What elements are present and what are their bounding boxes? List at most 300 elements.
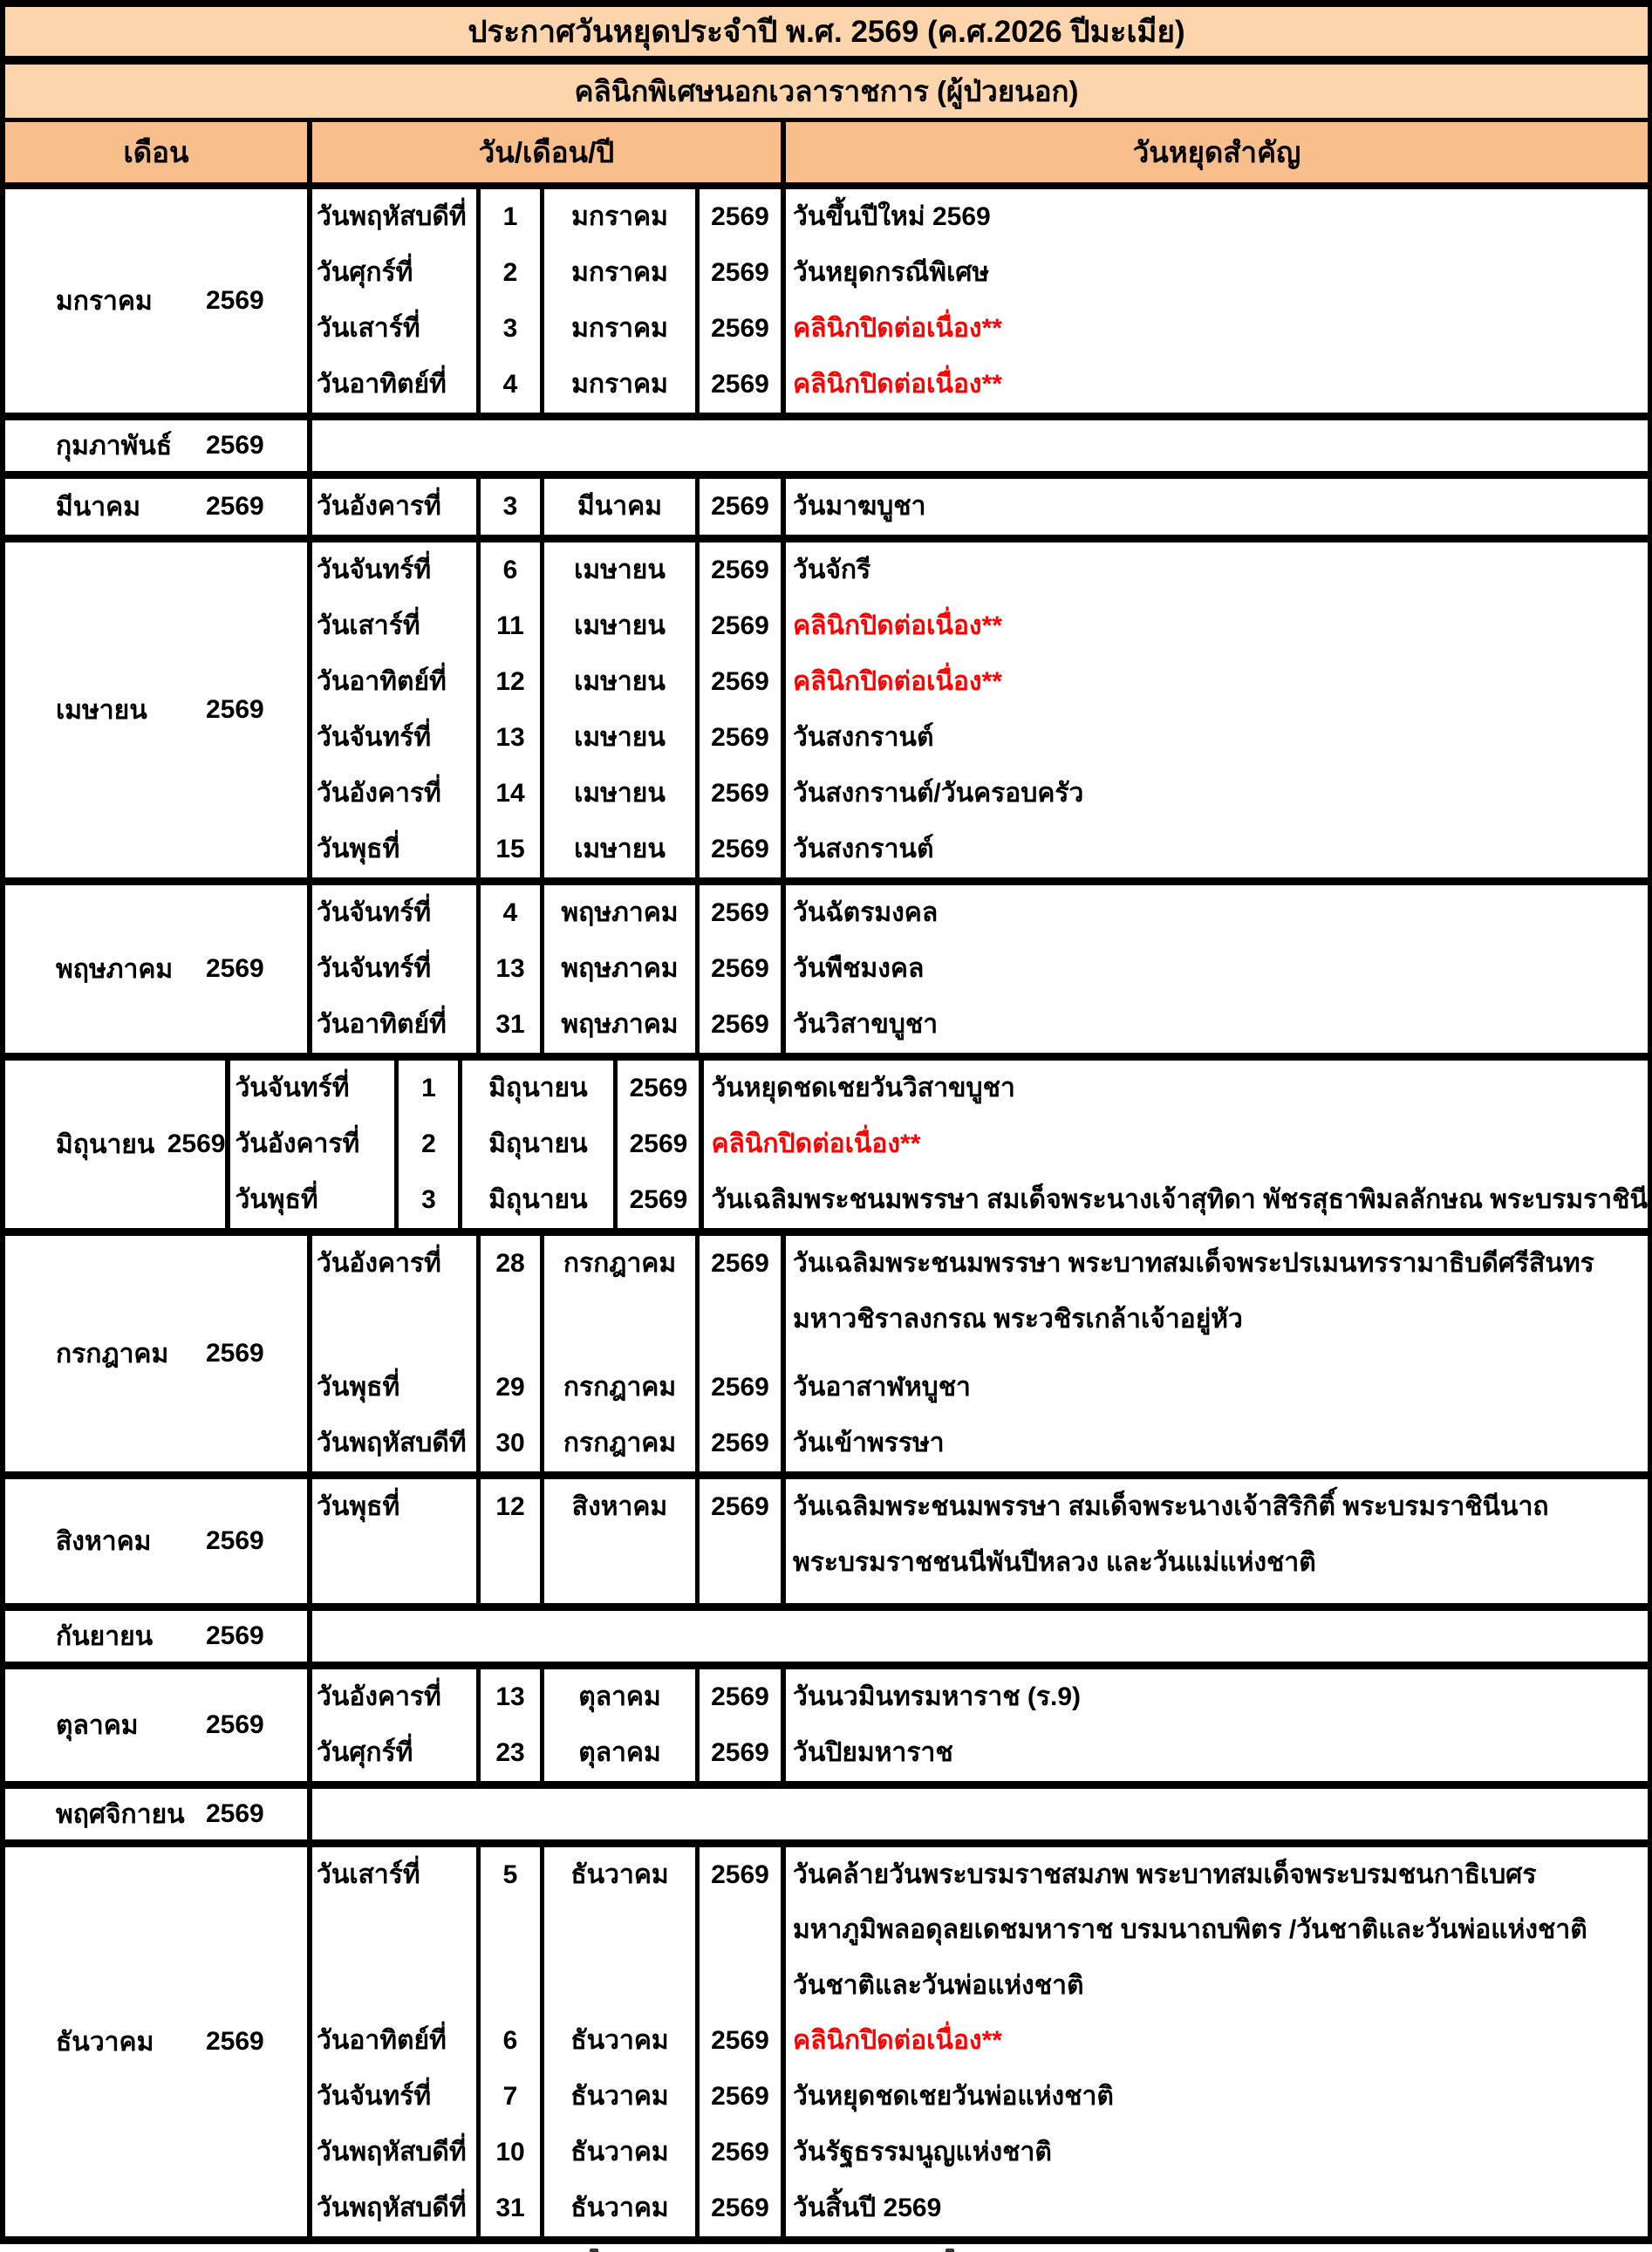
day-name-text: วันศุกร์ที่	[317, 1738, 413, 1767]
holiday-row	[312, 2125, 1648, 2180]
month-name-cell	[544, 301, 700, 357]
month-rows	[312, 1789, 1648, 1839]
day-name-text: วันอังคารที่	[317, 1682, 441, 1711]
column-header-date	[312, 122, 786, 182]
month-name-text: มิถุนายน	[488, 1185, 588, 1214]
holiday-row	[312, 822, 1648, 877]
day-name-text: วันพฤหัสบดีที	[317, 1429, 467, 1457]
year-text: 2569	[711, 370, 769, 399]
year-cell	[700, 357, 786, 413]
day-number-cell	[481, 2125, 544, 2180]
month-name-text: ตุลาคม	[578, 1738, 661, 1767]
day-number-text: 3	[502, 314, 518, 343]
holiday-row	[312, 1669, 1648, 1725]
month-cell	[5, 1061, 230, 1228]
day-name-cell	[230, 1172, 399, 1228]
month-rows	[312, 1236, 1648, 1471]
day-name-cell	[312, 543, 481, 598]
month-name-cell	[544, 1236, 700, 1360]
holiday-cell	[786, 245, 1648, 301]
month-cell	[5, 479, 312, 535]
month-rows	[312, 1669, 1648, 1781]
month-block	[5, 1479, 1648, 1611]
month-name-text: เมษายน	[574, 723, 666, 752]
day-name-text: วันพุธที่	[317, 835, 400, 863]
month-name-cell	[544, 598, 700, 654]
year-text: 2569	[711, 779, 769, 808]
year-cell	[700, 543, 786, 598]
day-name-cell	[312, 1479, 481, 1603]
year-cell	[700, 822, 786, 877]
holiday-row	[312, 1725, 1648, 1781]
month-name-text: มิถุนายน	[488, 1129, 588, 1158]
holiday-row	[312, 357, 1648, 413]
month-name-text: กรกฎาคม	[563, 1249, 677, 1278]
year-cell	[700, 1847, 786, 2013]
year-cell	[700, 941, 786, 997]
day-name-cell	[312, 598, 481, 654]
day-number-text: 31	[495, 2194, 525, 2222]
clinic-closed-text: คลินิกปิดต่อเนื่อง**	[793, 2026, 1002, 2055]
day-number-cell	[481, 1725, 544, 1781]
month-label: กันยายน	[56, 1621, 154, 1651]
year-text: 2569	[711, 314, 769, 343]
holiday-cell	[786, 1236, 1648, 1360]
clinic-closed-text: คลินิกปิดต่อเนื่อง**	[793, 314, 1002, 343]
holiday-text: วันฉัตรมงคล	[793, 898, 939, 927]
day-number-text: 1	[421, 1074, 436, 1102]
holiday-row	[230, 1061, 1648, 1116]
day-number-text: 14	[495, 779, 525, 808]
year-cell	[700, 2013, 786, 2069]
day-name-text: วันอาทิตย์ที่	[317, 667, 447, 696]
holiday-cell	[786, 2180, 1648, 2236]
day-name-text: วันเสาร์ที่	[317, 1860, 420, 1889]
day-name-text: วันจันทร์ที่	[317, 898, 432, 927]
holiday-cell	[786, 941, 1648, 997]
announcement-title-text: ประกาศวันหยุดประจำปี พ.ศ. 2569 (ค.ศ.2026 ปีมะเมีย)	[468, 14, 1185, 49]
month-cell	[5, 1479, 312, 1603]
holiday-text: พระบรมราชชนนีพันปีหลวง และวันแม่แห่งชาติ	[793, 1548, 1316, 1577]
day-number-text: 4	[502, 898, 518, 927]
day-number-text: 7	[502, 2082, 518, 2111]
day-name-text: วันเสาร์ที่	[317, 611, 420, 640]
holiday-row	[312, 941, 1648, 997]
day-name-text: วันจันทร์ที่	[317, 954, 432, 983]
holiday-row	[312, 1479, 1648, 1603]
day-number-cell	[481, 710, 544, 766]
clinic-subtitle-text: คลินิกพิเศษนอกเวลาราชการ (ผู้ป่วยนอก)	[574, 75, 1079, 107]
day-name-text: วันจันทร์ที่	[317, 723, 432, 752]
day-number-text: 2	[502, 258, 518, 287]
holiday-text: วันชาติและวันพ่อแห่งชาติ	[793, 1970, 1084, 2000]
year-text: 2569	[711, 1682, 769, 1711]
day-number-text: 2	[421, 1129, 436, 1158]
year-cell	[700, 1725, 786, 1781]
day-name-text: วันอาทิตย์ที่	[317, 370, 447, 399]
column-header-row	[5, 122, 1648, 189]
month-name-cell	[462, 1172, 618, 1228]
holiday-cell	[786, 2125, 1648, 2180]
day-number-cell	[481, 997, 544, 1053]
year-text: 2569	[629, 1185, 688, 1214]
holiday-cell	[786, 654, 1648, 710]
day-name-cell	[312, 1725, 481, 1781]
year-cell	[700, 245, 786, 301]
holiday-row	[230, 1172, 1648, 1228]
month-name-text: เมษายน	[574, 556, 666, 584]
month-name-cell	[462, 1061, 618, 1116]
holiday-text: วันจักรี	[793, 556, 871, 584]
day-number-cell	[481, 766, 544, 822]
day-name-text: วันเสาร์ที่	[317, 314, 420, 343]
year-cell	[700, 479, 786, 535]
day-number-cell	[481, 2013, 544, 2069]
month-name-text: ธันวาคม	[570, 2026, 669, 2055]
day-number-cell	[481, 1236, 544, 1360]
day-name-cell	[312, 1416, 481, 1471]
holiday-text: วันปิยมหาราช	[793, 1738, 953, 1767]
month-name-text: ธันวาคม	[570, 2194, 669, 2222]
month-name-text: สิงหาคม	[571, 1492, 668, 1521]
day-number-text: 23	[495, 1738, 525, 1767]
holiday-cell	[786, 1479, 1648, 1603]
day-number-text: 13	[495, 723, 525, 752]
year-text: 2569	[711, 1429, 769, 1457]
day-number-cell	[481, 543, 544, 598]
holiday-row	[312, 766, 1648, 822]
holiday-cell	[786, 822, 1648, 877]
holiday-text: วันรัฐธรรมนูญแห่งชาติ	[793, 2138, 1052, 2167]
month-name-cell	[544, 2069, 700, 2125]
year-text: 2569	[711, 2082, 769, 2111]
holiday-cell	[786, 2013, 1648, 2069]
month-name-cell	[544, 2013, 700, 2069]
year-cell	[700, 1416, 786, 1471]
holiday-text: วันหยุดชดเชยวันพ่อแห่งชาติ	[793, 2082, 1114, 2111]
column-header-holiday-text: วันหยุดสำคัญ	[1132, 136, 1301, 168]
month-name-cell	[544, 543, 700, 598]
year-text: 2569	[711, 667, 769, 696]
month-name-text: มกราคม	[571, 370, 668, 399]
day-number-cell	[481, 941, 544, 997]
holiday-cell	[786, 1847, 1648, 2013]
month-name-text: มกราคม	[571, 314, 668, 343]
day-number-cell	[481, 654, 544, 710]
year-cell	[700, 1360, 786, 1416]
holiday-row	[312, 1416, 1648, 1471]
year-text: 2569	[711, 2026, 769, 2055]
month-year-label: 2569	[206, 431, 264, 460]
month-block	[5, 1061, 1648, 1236]
day-number-cell	[481, 885, 544, 941]
day-name-text: วันจันทร์ที่	[317, 2082, 432, 2111]
day-number-text: 31	[495, 1010, 525, 1039]
clinic-closed-text: คลินิกปิดต่อเนื่อง**	[793, 370, 1002, 399]
month-name-cell	[544, 1847, 700, 2013]
holiday-text: วันหยุดกรณีพิเศษ	[793, 258, 990, 287]
holiday-text: วันเฉลิมพระชนมพรรษา สมเด็จพระนางเจ้าสิริกิติ์ พระบรมราชินีนาถ	[793, 1492, 1549, 1521]
holiday-text: วันมาฆบูชา	[793, 492, 926, 521]
day-name-text: วันอาทิตย์ที่	[317, 1010, 447, 1039]
year-text: 2569	[711, 723, 769, 752]
column-header-month-text: เดือน	[123, 136, 189, 168]
day-number-cell	[399, 1061, 462, 1116]
day-number-text: 13	[495, 954, 525, 983]
month-cell	[5, 543, 312, 877]
month-name-text: มีนาคม	[577, 492, 662, 521]
day-number-cell	[399, 1116, 462, 1172]
month-year-label: 2569	[206, 954, 264, 983]
month-rows	[312, 479, 1648, 535]
day-number-cell	[481, 1669, 544, 1725]
year-text: 2569	[711, 1738, 769, 1767]
holiday-cell	[786, 1725, 1648, 1781]
month-label: เมษายน	[56, 695, 147, 725]
month-name-text: มกราคม	[571, 258, 668, 287]
column-header-holiday	[786, 122, 1648, 182]
holiday-row	[312, 1847, 1648, 2013]
day-number-cell	[481, 822, 544, 877]
holiday-row	[312, 2069, 1648, 2125]
holiday-row	[312, 245, 1648, 301]
holiday-row	[230, 1116, 1648, 1172]
month-name-text: ธันวาคม	[570, 2138, 669, 2167]
day-number-text: 3	[502, 492, 518, 521]
day-number-cell	[481, 1847, 544, 2013]
holiday-cell	[786, 2069, 1648, 2125]
year-text: 2569	[711, 2194, 769, 2222]
holiday-cell	[704, 1116, 1648, 1172]
holiday-text: มหาวชิราลงกรณ พระวชิรเกล้าเจ้าอยู่หัว	[793, 1305, 1243, 1334]
month-name-text: มกราคม	[571, 202, 668, 231]
month-name-cell	[544, 941, 700, 997]
day-number-cell	[481, 301, 544, 357]
year-text: 2569	[711, 2138, 769, 2167]
month-cell	[5, 1236, 312, 1471]
day-name-text: วันพุธที่	[317, 1492, 400, 1521]
day-number-cell	[481, 1479, 544, 1603]
day-name-cell	[312, 2125, 481, 2180]
day-number-text: 5	[502, 1860, 518, 1889]
day-number-text: 12	[495, 1492, 525, 1521]
holiday-cell	[704, 1061, 1648, 1116]
month-label: ธันวาคม	[56, 2027, 154, 2057]
day-number-cell	[399, 1172, 462, 1228]
day-name-cell	[312, 997, 481, 1053]
month-name-cell	[544, 1416, 700, 1471]
day-name-text: วันอังคารที่	[317, 492, 441, 521]
month-cell	[5, 1669, 312, 1781]
year-text: 2569	[711, 1492, 769, 1521]
month-name-text: กรกฎาคม	[563, 1429, 677, 1457]
month-block	[5, 1236, 1648, 1479]
holiday-text: วันอาสาฬหบูชา	[793, 1373, 971, 1402]
month-year-label: 2569	[167, 1129, 226, 1158]
cutoff-glyph-mark	[945, 2249, 954, 2252]
month-name-cell	[544, 654, 700, 710]
holiday-cell	[786, 710, 1648, 766]
day-number-text: 6	[502, 556, 518, 584]
month-block	[5, 1669, 1648, 1789]
holiday-row	[312, 1360, 1648, 1416]
day-number-cell	[481, 2180, 544, 2236]
year-cell	[700, 710, 786, 766]
day-number-text: 4	[502, 370, 518, 399]
month-name-text: ธันวาคม	[570, 2082, 669, 2111]
day-number-cell	[481, 245, 544, 301]
year-cell	[700, 766, 786, 822]
month-name-cell	[544, 1669, 700, 1725]
day-name-text: วันอังคารที่	[317, 779, 441, 808]
column-header-month	[5, 122, 312, 182]
month-year-label: 2569	[206, 1710, 264, 1739]
day-number-text: 28	[495, 1249, 525, 1278]
month-cell	[5, 1789, 312, 1839]
holiday-text: วันเฉลิมพระชนมพรรษา สมเด็จพระนางเจ้าสุทิดา พัชรสุธาพิมลลักษณ พระบรมราชินี	[711, 1185, 1648, 1214]
month-name-text: พฤษภาคม	[561, 954, 679, 983]
day-name-cell	[230, 1116, 399, 1172]
month-name-text: พฤษภาคม	[561, 1010, 679, 1039]
month-year-label: 2569	[206, 492, 264, 521]
year-cell	[700, 654, 786, 710]
month-block	[5, 1789, 1648, 1847]
month-cell	[5, 885, 312, 1053]
holiday-row	[312, 479, 1648, 535]
year-text: 2569	[711, 492, 769, 521]
month-name-text: ตุลาคม	[578, 1682, 661, 1711]
year-text: 2569	[711, 258, 769, 287]
day-name-cell	[312, 357, 481, 413]
month-name-cell	[462, 1116, 618, 1172]
day-name-cell	[312, 2013, 481, 2069]
column-header-date-text: วัน/เดือน/ปี	[478, 136, 615, 168]
month-cell	[5, 1847, 312, 2236]
holiday-cell	[786, 997, 1648, 1053]
holiday-row	[312, 2180, 1648, 2236]
holiday-row	[312, 710, 1648, 766]
day-name-cell	[312, 479, 481, 535]
year-text: 2569	[711, 954, 769, 983]
holiday-cell	[786, 357, 1648, 413]
day-name-cell	[312, 189, 481, 245]
month-name-text: เมษายน	[574, 611, 666, 640]
day-name-cell	[312, 710, 481, 766]
day-name-cell	[312, 301, 481, 357]
holiday-cell	[786, 1416, 1648, 1471]
year-cell	[700, 1236, 786, 1360]
day-name-text: วันจันทร์ที่	[235, 1074, 350, 1102]
holiday-text: วันขึ้นปีใหม่ 2569	[793, 202, 991, 231]
month-name-cell	[544, 997, 700, 1053]
month-cell	[5, 189, 312, 413]
holiday-cell	[786, 543, 1648, 598]
year-cell	[700, 2069, 786, 2125]
clinic-subtitle	[5, 65, 1648, 122]
month-name-cell	[544, 1479, 700, 1603]
year-cell	[700, 301, 786, 357]
month-block	[5, 543, 1648, 885]
year-text: 2569	[629, 1074, 688, 1102]
day-number-cell	[481, 357, 544, 413]
day-number-text: 3	[421, 1185, 436, 1214]
holiday-cell	[786, 301, 1648, 357]
month-name-cell	[544, 189, 700, 245]
day-name-cell	[312, 822, 481, 877]
holiday-row	[312, 189, 1648, 245]
day-name-cell	[312, 941, 481, 997]
day-name-cell	[312, 1847, 481, 2013]
day-number-cell	[481, 189, 544, 245]
month-label: มีนาคม	[56, 492, 140, 522]
day-number-cell	[481, 1416, 544, 1471]
holiday-cell	[786, 766, 1648, 822]
month-label: กุมภาพันธ์	[56, 431, 173, 461]
month-block	[5, 885, 1648, 1061]
holiday-cell	[786, 598, 1648, 654]
year-cell	[700, 189, 786, 245]
month-block	[5, 189, 1648, 420]
announcement-title	[5, 7, 1648, 65]
day-number-text: 29	[495, 1373, 525, 1402]
day-name-text: วันอังคารที่	[317, 1249, 441, 1278]
day-name-text: วันอังคารที่	[235, 1129, 360, 1158]
holiday-text: วันสงกรานต์	[793, 723, 934, 752]
month-name-text: เมษายน	[574, 779, 666, 808]
year-cell	[700, 2180, 786, 2236]
month-name-cell	[544, 885, 700, 941]
day-number-text: 15	[495, 835, 525, 863]
holiday-row	[312, 997, 1648, 1053]
month-year-label: 2569	[206, 1621, 264, 1650]
day-number-cell	[481, 598, 544, 654]
year-cell	[700, 885, 786, 941]
clinic-closed-text: คลินิกปิดต่อเนื่อง**	[711, 1129, 921, 1158]
empty-month-row	[312, 420, 1648, 471]
holiday-cell	[704, 1172, 1648, 1228]
holiday-cell	[786, 479, 1648, 535]
day-name-text: วันศุกร์ที่	[317, 258, 413, 287]
month-year-label: 2569	[206, 1339, 264, 1368]
day-number-text: 12	[495, 667, 525, 696]
holiday-cell	[786, 1360, 1648, 1416]
day-number-text: 13	[495, 1682, 525, 1711]
month-label: กรกฎาคม	[56, 1339, 169, 1368]
month-cell	[5, 420, 312, 471]
month-name-text: เมษายน	[574, 667, 666, 696]
day-name-text: วันพฤหัสบดีที่	[317, 2138, 467, 2167]
day-name-cell	[312, 1236, 481, 1360]
year-text: 2569	[711, 1860, 769, 1889]
month-rows	[312, 885, 1648, 1053]
month-block	[5, 420, 1648, 479]
year-cell	[700, 598, 786, 654]
month-block	[5, 1847, 1648, 2244]
month-block	[5, 1611, 1648, 1669]
clinic-closed-text: คลินิกปิดต่อเนื่อง**	[793, 667, 1002, 696]
month-label: มกราคม	[56, 286, 153, 316]
day-name-cell	[312, 766, 481, 822]
month-label: ตุลาคม	[56, 1710, 139, 1740]
month-label: มิถุนายน	[56, 1129, 155, 1159]
month-name-cell	[544, 766, 700, 822]
day-number-text: 30	[495, 1429, 525, 1457]
month-name-cell	[544, 710, 700, 766]
month-name-text: เมษายน	[574, 835, 666, 863]
empty-month-row	[312, 1611, 1648, 1662]
month-name-text: ธันวาคม	[570, 1860, 669, 1889]
month-name-cell	[544, 822, 700, 877]
